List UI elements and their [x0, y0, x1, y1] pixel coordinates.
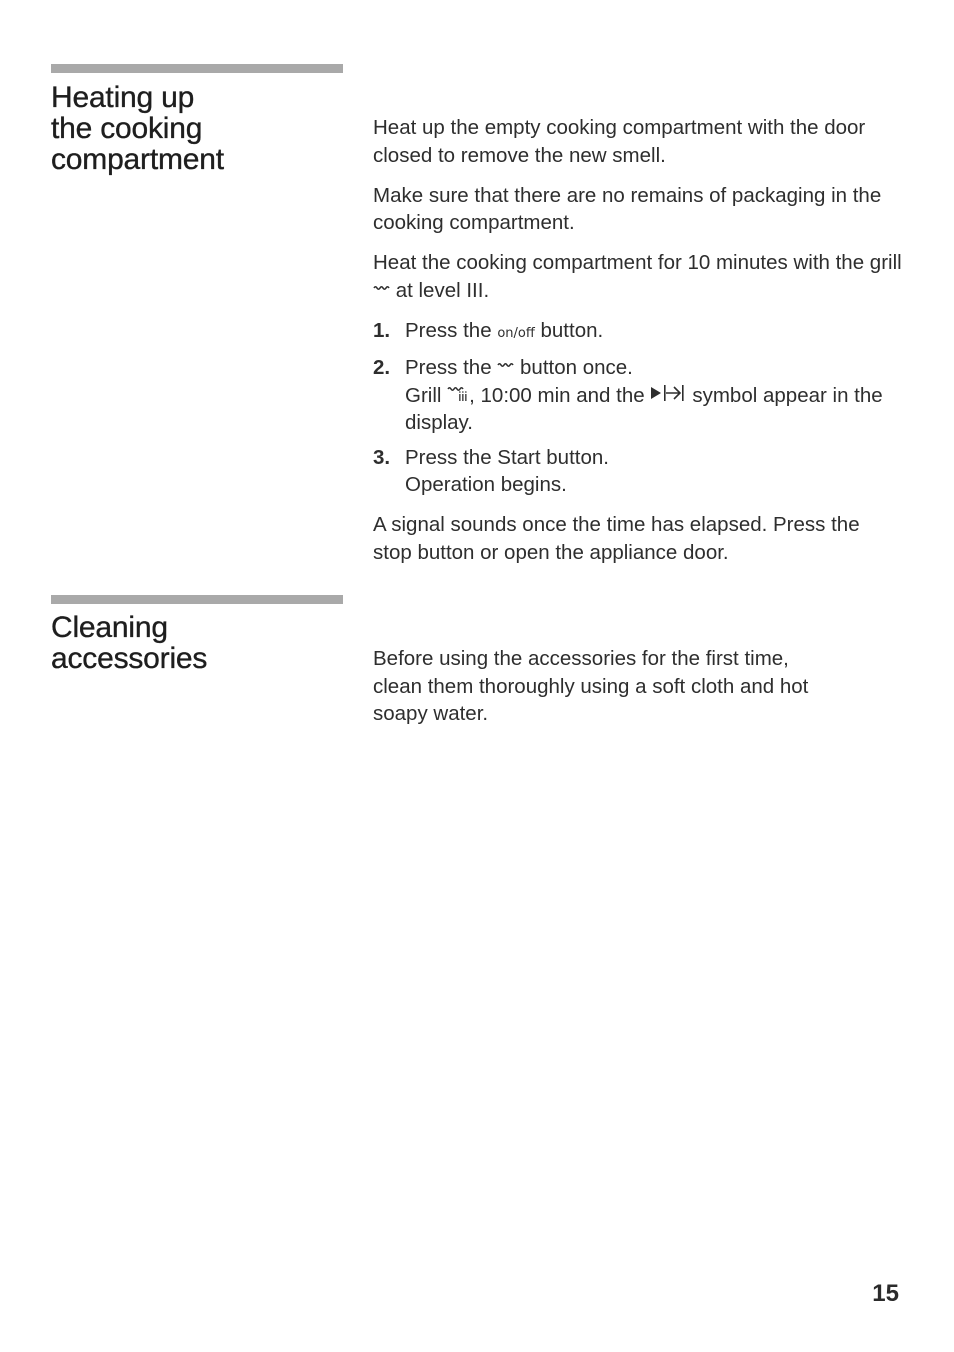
grill-icon	[373, 277, 390, 305]
on-off-button-label: on/off	[497, 325, 535, 341]
step-text-before: Press the	[405, 356, 492, 379]
heading-cleaning-accessories	[51, 612, 343, 674]
step-result: Operation begins.	[405, 473, 567, 496]
packaging-paragraph: Make sure that there are no remains of packaging in the cooking compartment.	[373, 183, 882, 234]
heading-line: compartment	[51, 143, 224, 176]
heading-line: Heating up	[51, 81, 195, 114]
result-mid-text: , 10:00 min and the	[469, 383, 645, 407]
closing-paragraph: A signal sounds once the time has elapsed. Press the stop button or open the appliance door.	[373, 513, 860, 564]
section-divider-cleaning	[51, 595, 343, 604]
cleaning-paragraph	[373, 645, 903, 728]
grill-level-icon	[447, 382, 469, 410]
result-grill-label: Grill	[405, 383, 442, 407]
heading-line: accessories	[51, 642, 208, 675]
step-item	[373, 354, 903, 437]
play-to-end-icon	[650, 382, 692, 410]
step-result	[405, 382, 903, 437]
grill-icon	[497, 354, 514, 382]
section-divider-heating	[51, 64, 343, 73]
page-number: 15	[872, 1280, 899, 1307]
cleaning-line: clean them thoroughly using a soft cloth and hot	[373, 674, 809, 698]
cleaning-line: soapy water.	[373, 702, 489, 725]
step-number: 3.	[373, 445, 391, 469]
cleaning-line: Before using the accessories for the first time,	[373, 647, 789, 670]
step-text-after: button once.	[520, 356, 633, 379]
heading-heating-up	[51, 82, 343, 175]
step-line: Press the Start button.	[405, 445, 609, 469]
step-line	[405, 354, 903, 382]
grill-paragraph	[373, 249, 903, 304]
steps-list	[373, 317, 903, 499]
heading-line: the cooking	[51, 112, 203, 145]
intro-paragraph: Heat up the empty cooking compartment with the door closed to remove the new smell.	[373, 116, 866, 167]
cleaning-content	[373, 645, 903, 740]
grill-paragraph-before: Heat the cooking compartment for 10 minutes with the grill	[373, 251, 902, 274]
grill-paragraph-after: at level III.	[395, 278, 490, 302]
step-text-after: button.	[540, 318, 604, 342]
step-item	[373, 444, 903, 499]
step-item	[373, 317, 903, 348]
step-text-before: Press the	[405, 318, 492, 342]
result-end-text: symbol appear in the display.	[405, 383, 883, 434]
heating-content	[373, 114, 903, 579]
heading-line: Cleaning	[51, 611, 168, 644]
step-number: 1.	[373, 318, 391, 342]
step-number: 2.	[373, 356, 391, 379]
